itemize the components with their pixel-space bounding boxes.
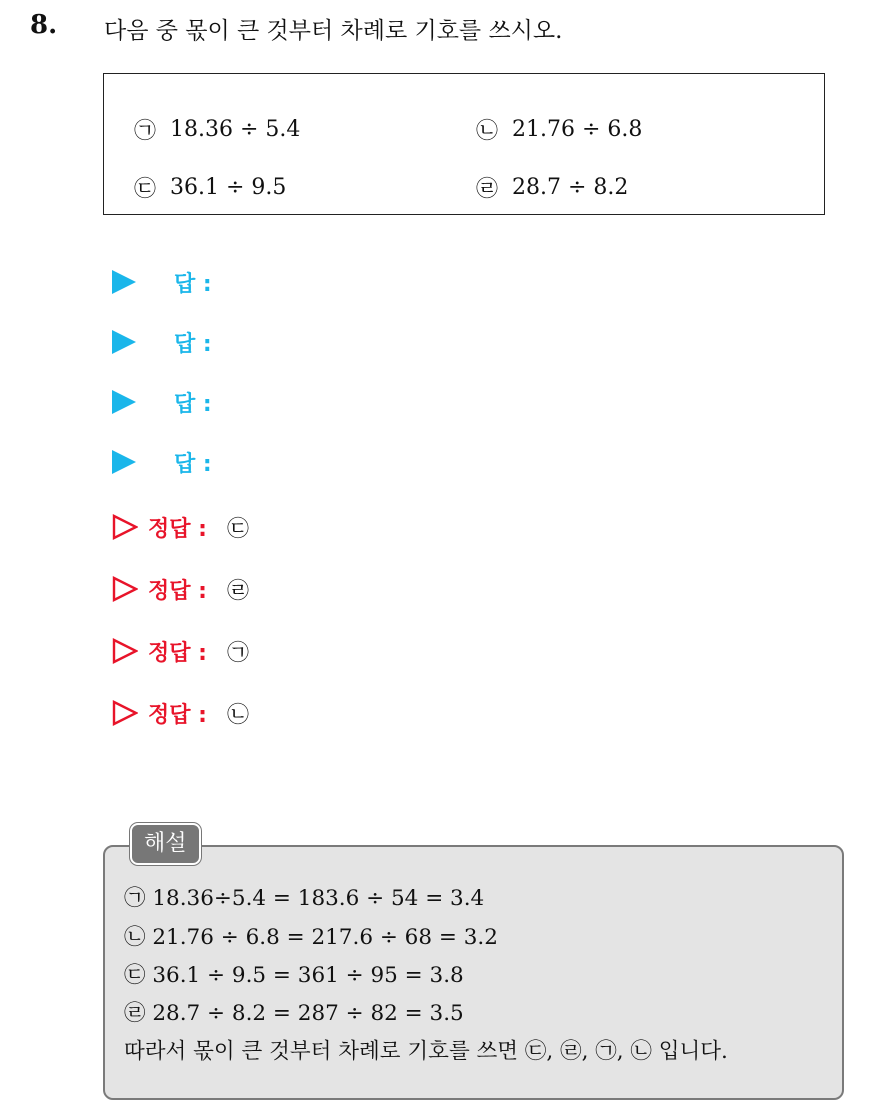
play-arrow-icon [112,390,136,414]
play-arrow-icon [112,330,136,354]
option-c-mark: ㉢ [134,177,157,202]
answer-key-row [112,634,249,668]
option-b-expr: 21.76 ÷ 6.8 [512,117,643,142]
outline-arrow-icon [112,514,138,540]
option-b-mark: ㉡ [476,119,499,144]
outline-arrow-icon [112,576,138,602]
play-arrow-icon [112,450,136,474]
option-a-expr: 18.36 ÷ 5.4 [170,117,301,142]
option-c-expr: 36.1 ÷ 9.5 [170,175,287,200]
answer-blank-row[interactable] [112,327,212,357]
answer-key-row [112,510,249,544]
question-number: 8. [30,10,58,40]
answer-key-label: 정답 : [148,702,207,728]
solution-line: ㉠ 18.36÷5.4 = 183.6 ÷ 54 = 3.4 [124,886,485,911]
question-text: 다음 중 몫이 큰 것부터 차례로 기호를 쓰시오. [104,18,563,44]
answer-key-value: ㉢ [226,516,249,542]
answer-blank-label: 답 : [174,331,212,357]
option-b [476,114,642,145]
option-d-expr: 28.7 ÷ 8.2 [512,175,629,200]
answer-key-label: 정답 : [148,640,207,666]
answer-blank-label: 답 : [174,391,212,417]
option-d-mark: ㉣ [476,177,499,202]
answer-blank-label: 답 : [174,271,212,297]
answer-blank-row[interactable] [112,267,212,297]
answer-blank-row[interactable] [112,387,212,417]
answer-key-label: 정답 : [148,516,207,542]
solution-conclusion: 따라서 몫이 큰 것부터 차례로 기호를 쓰면 ㉢, ㉣, ㉠, ㉡ 입니다. [124,1039,728,1064]
answer-key-row [112,696,249,730]
solution-line: ㉣ 28.7 ÷ 8.2 = 287 ÷ 82 = 3.5 [124,1001,464,1026]
answer-key-value: ㉡ [226,702,249,728]
option-a [134,114,300,145]
answer-key-row [112,572,249,606]
answer-key-value: ㉠ [226,640,249,666]
answer-key-label: 정답 : [148,578,207,604]
solution-tag: 해설 [130,823,201,865]
option-d [476,172,628,203]
option-c [134,172,286,203]
solution-line: ㉢ 36.1 ÷ 9.5 = 361 ÷ 95 = 3.8 [124,963,464,988]
outline-arrow-icon [112,638,138,664]
play-arrow-icon [112,270,136,294]
answer-blank-row[interactable] [112,447,212,477]
solution-line: ㉡ 21.76 ÷ 6.8 = 217.6 ÷ 68 = 3.2 [124,925,498,950]
answer-blank-label: 답 : [174,451,212,477]
option-a-mark: ㉠ [134,119,157,144]
answer-key-value: ㉣ [226,578,249,604]
outline-arrow-icon [112,700,138,726]
